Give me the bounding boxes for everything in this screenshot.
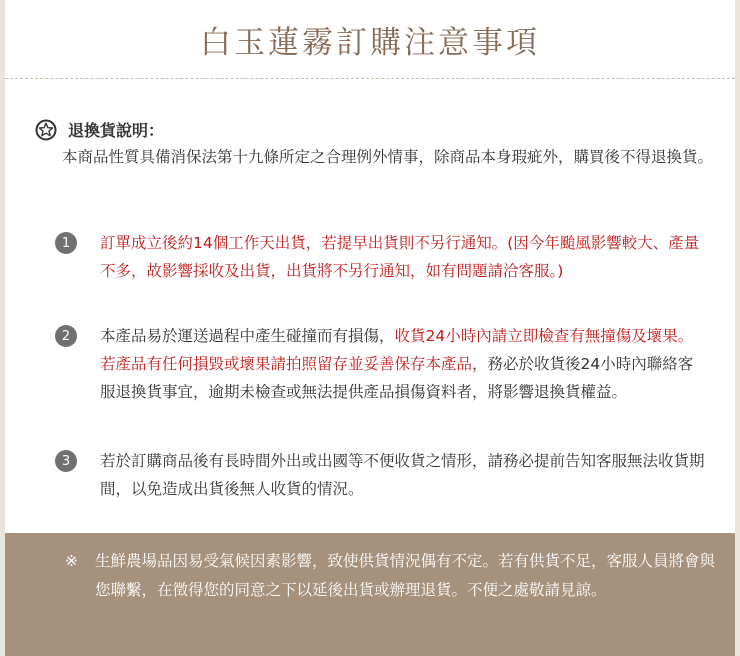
notice-highlight: 收貨24小時內請立即檢查有無撞傷及壞果。若產品有任何損毀或壞果請拍照留存並妥善保存本產品 xyxy=(100,327,694,373)
notice-item-2 xyxy=(55,322,715,406)
footer-note xyxy=(5,533,735,656)
notice-text-segment: 若於訂購商品後有長時間外出或出國等不便收貨之情形，請務必提前告知客服無法收貨期間，以免造成出貨後無人收貨的情況。 xyxy=(100,452,705,498)
notice-highlight: 訂單成立後約14個工作天出貨，若提早出貨則不另行通知。(因今年颱風影響較大、產量不多，故影響採收及出貨，出貨將不另行通知，如有問題請洽客服。) xyxy=(100,234,700,280)
notice-item-text xyxy=(100,229,705,285)
return-policy-heading xyxy=(35,118,164,141)
star-circle-icon xyxy=(35,119,57,141)
notice-text-segment: ，務必於收貨後24小時內聯絡客服退換貨事宜，逾期未檢查或無法提供產品損傷資料者，將影響退換貨權益。 xyxy=(100,355,694,401)
page-title: 白玉蓮霧訂購注意事項 xyxy=(200,24,540,61)
notice-item-3 xyxy=(55,447,715,503)
return-policy-intro: 本商品性質具備消保法第十九條所定之合理例外情事，除商品本身瑕疵外，購買後不得退換貨。 xyxy=(62,148,714,166)
title-divider xyxy=(5,78,735,79)
return-policy-heading-text: 退換貨說明： xyxy=(68,121,165,140)
item-number-badge: 2 xyxy=(55,325,77,347)
notice-item-1 xyxy=(55,229,715,285)
notice-item-text xyxy=(100,322,705,406)
footer-body: 生鮮農場品因易受氣候因素影響，致使供貨情況偶有不定。若有供貨不足，客服人員將會與您聯繫，在徵得您的同意之下以延後出貨或辦理退貨。不便之處敬請見諒。 xyxy=(95,552,716,599)
notice-text-segment: 本產品易於運送過程中產生碰撞而有損傷， xyxy=(100,327,395,345)
notice-item-text xyxy=(100,447,705,503)
item-number-badge: 1 xyxy=(55,232,77,254)
footer-note-text xyxy=(67,547,717,605)
item-number-badge: 3 xyxy=(55,450,77,472)
reference-mark: ※ xyxy=(65,552,78,570)
